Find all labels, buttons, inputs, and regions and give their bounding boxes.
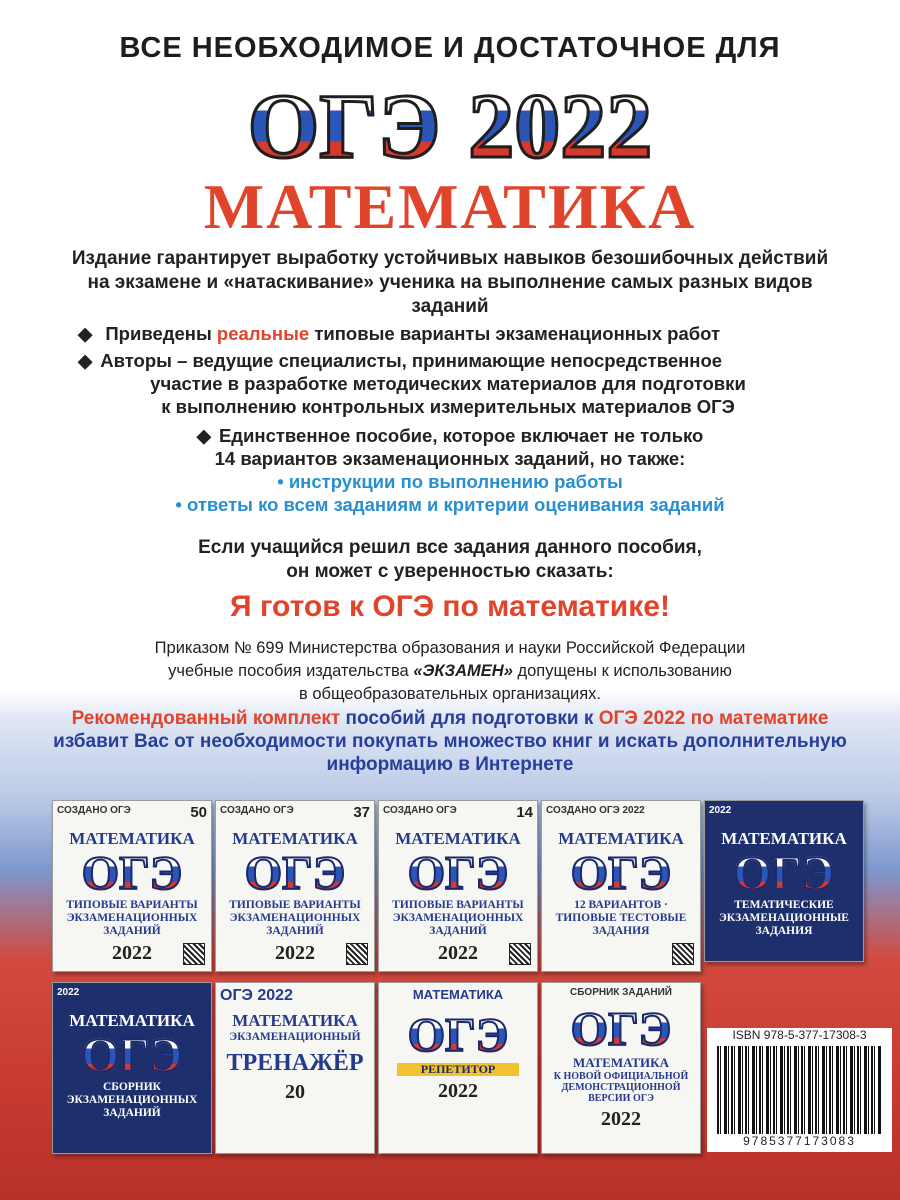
diamond-icon: ◆ [78,323,93,344]
book-cover-6: 2022 МАТЕМАТИКА ОГЭ СБОРНИК ЭКЗАМЕНАЦИОННЫХ ЗАДАНИЙ [52,982,212,1154]
book-cover-8: МАТЕМАТИКА ОГЭ РЕПЕТИТОР 2022 [378,982,538,1154]
sub-item-instructions: • инструкции по выполнению работы [277,471,623,492]
publisher-name: «ЭКЗАМЕН» [413,662,513,680]
diamond-icon: ◆ [78,350,93,371]
qr-code-icon [672,943,694,965]
book-cover-1: СОЗДАНО ОГЭ 50 МАТЕМАТИКА ОГЭ ТИПОВЫЕ ВАРИАНТЫ ЭКЗАМЕНАЦИОННЫХ ЗАДАНИЙ 2022 [52,800,212,972]
barcode-icon [717,1046,882,1134]
title-row [0,75,900,177]
dot-icon: • [175,494,187,515]
accent-word: реальные [216,323,310,344]
top-line: ВСЕ НЕОБХОДИМОЕ И ДОСТАТОЧНОЕ ДЛЯ [119,32,781,64]
barcode-number: 9785377173083 [743,1134,856,1148]
exam-title: ОГЭ [247,75,441,177]
ministry-order: Приказом № 699 Министерства образования и науки Российской Федерации учебные пособия издательства «ЭКЗАМЕН» допущены к использованию в общеобразовательных организациях. [154,639,746,703]
ready-slogan: Я готов к ОГЭ по математике! [230,590,670,623]
bullet-authors: ◆ Авторы – ведущие специалисты, принимающие непосредственное участие в разработке методических материалов для подготовки к выполнению контрольных измерительных материалов ОГЭ [78,350,746,417]
exam-year: 2022 [468,75,653,177]
diamond-icon: ◆ [196,425,211,446]
book-cover-2: СОЗДАНО ОГЭ 37 МАТЕМАТИКА ОГЭ ТИПОВЫЕ ВАРИАНТЫ ЭКЗАМЕНАЦИОННЫХ ЗАДАНИЙ 2022 [215,800,375,972]
qr-code-icon [509,943,531,965]
qr-code-icon [183,943,205,965]
sub-item-answers: • ответы ко всем заданиям и критерии оценивания заданий [175,494,725,515]
isbn-barcode [707,1028,892,1152]
qr-code-icon [346,943,368,965]
book-cover-9: СБОРНИК ЗАДАНИЙ ОГЭ МАТЕМАТИКА К НОВОЙ ОФИЦИАЛЬНОЙ ДЕМОНСТРАЦИОННОЙ ВЕРСИИ ОГЭ 2022 [541,982,701,1154]
book-cover-4: СОЗДАНО ОГЭ 2022 МАТЕМАТИКА ОГЭ 12 ВАРИАНТОВ · ТИПОВЫЕ ТЕСТОВЫЕ ЗАДАНИЯ [541,800,701,972]
bullet-unique: ◆ Единственное пособие, которое включает не только 14 вариантов экзаменационных заданий, но также: • инструкции по выполнению работы • ответы ко всем заданиям и критерии оценивания заданий [0,424,900,516]
bullet-real-variants: ◆ Приведены реальные типовые варианты экзаменационных работ [78,323,721,344]
recommend-text: Рекомендованный комплект пособий для подготовки к ОГЭ 2022 по математике избавит Вас от необходимости покупать множество книг и искать дополнительную информацию в Интернете [53,708,847,775]
dot-icon: • [277,471,289,492]
book-cover-7: ОГЭ 2022 МАТЕМАТИКА ЭКЗАМЕНАЦИОННЫЙ ТРЕНАЖЁР 20 [215,982,375,1154]
ready-intro: Если учащийся решил все задания данного пособия, он может с уверенностью сказать: [198,537,702,582]
subject-title: МАТЕМАТИКА [203,171,697,242]
isbn-label: ISBN 978-5-377-17308-3 [732,1028,867,1042]
book-cover-3: СОЗДАНО ОГЭ 14 МАТЕМАТИКА ОГЭ ТИПОВЫЕ ВАРИАНТЫ ЭКЗАМЕНАЦИОННЫХ ЗАДАНИЙ 2022 [378,800,538,972]
book-cover-5: 2022 МАТЕМАТИКА ОГЭ ТЕМАТИЧЕСКИЕ ЭКЗАМЕНАЦИОННЫЕ ЗАДАНИЯ [704,800,864,962]
intro-text: Издание гарантирует выработку устойчивых навыков безошибочных действий на экзамене и «натаскивание» ученика на выполнение самых разных видов заданий [71,248,829,317]
